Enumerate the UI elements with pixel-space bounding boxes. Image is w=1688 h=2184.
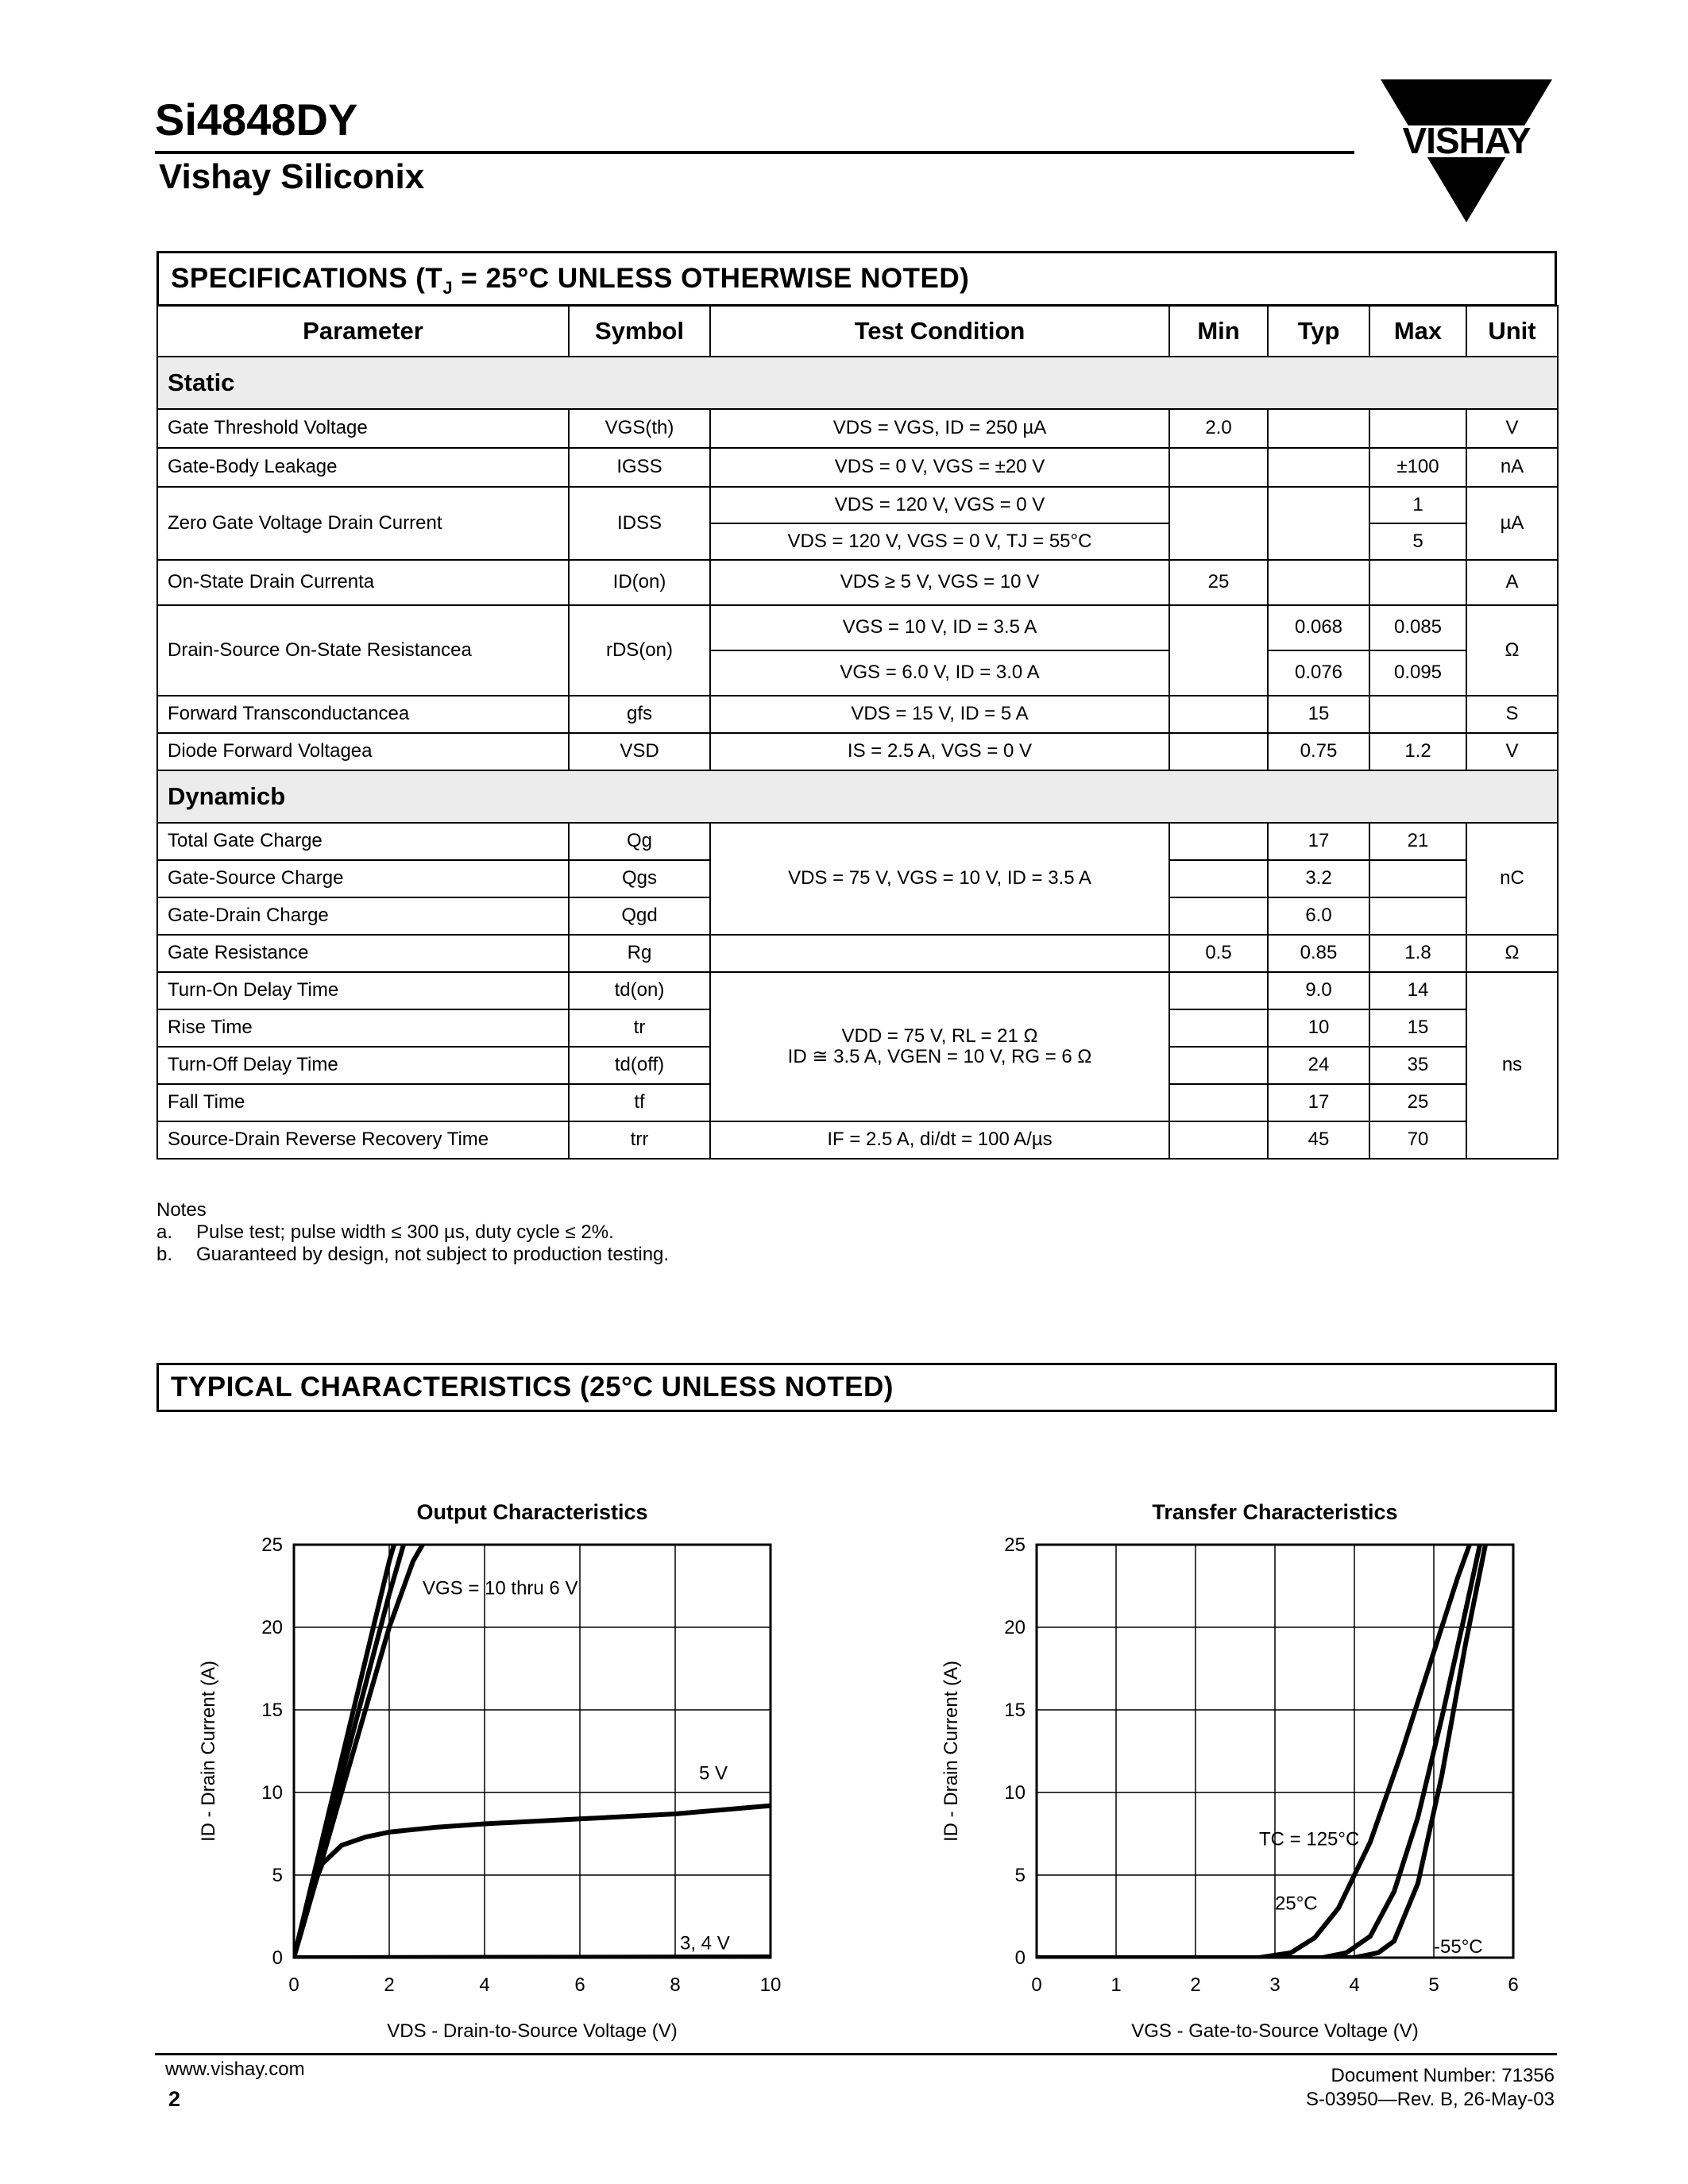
x-tick-label: 1 — [1111, 1974, 1122, 1996]
annotation-label: VGS = 10 thru 6 V — [423, 1577, 578, 1599]
table-row: Gate Resistance Rg 0.5 0.85 1.8 Ω — [157, 935, 1558, 972]
x-tick-label: 0 — [288, 1974, 299, 1996]
table-row: Turn-Off Delay Time td(off) 24 35 — [157, 1047, 1558, 1084]
series-line — [1037, 1545, 1485, 1958]
y-tick-label: 15 — [261, 1700, 283, 1721]
table-row: Rise Time tr 10 15 — [157, 1009, 1558, 1047]
col-test-condition: Test Condition — [710, 306, 1169, 357]
x-tick-label: 5 — [1428, 1974, 1439, 1996]
chart-title: Output Characteristics — [416, 1500, 648, 1524]
table-row: Gate Threshold Voltage VGS(th) VDS = VGS, ID = 250 µA 2.0 V — [157, 409, 1558, 448]
section-dynamic: Dynamicb — [157, 770, 1558, 823]
x-tick-label: 3 — [1269, 1974, 1280, 1996]
x-tick-label: 4 — [1349, 1974, 1360, 1996]
output-characteristics-chart — [175, 1473, 874, 2042]
document-number: Document Number: 71356 — [1331, 2065, 1555, 2086]
x-tick-label: 10 — [759, 1974, 782, 1996]
y-tick-label: 5 — [1014, 1865, 1026, 1886]
y-tick-label: 0 — [1014, 1947, 1026, 1969]
table-row: Diode Forward Voltagea VSD IS = 2.5 A, VGS = 0 V 0.75 1.2 V — [157, 733, 1558, 770]
table-row: Drain-Source On-State Resistancea rDS(on) VGS = 10 V, ID = 3.5 A 0.068 0.085 Ω — [157, 605, 1558, 650]
table-row: Source-Drain Reverse Recovery Time trr IF = 2.5 A, di/dt = 100 A/µs 45 70 — [157, 1121, 1558, 1159]
y-tick-label: 0 — [272, 1947, 283, 1969]
y-tick-label: 5 — [272, 1865, 283, 1886]
table-row: Gate-Source Charge Qgs 3.2 — [157, 860, 1558, 897]
y-axis-label: ID - Drain Current (A) — [198, 1660, 219, 1843]
col-min: Min — [1169, 306, 1268, 357]
typical-characteristics-heading: TYPICAL CHARACTERISTICS (25°C UNLESS NOTED) — [156, 1363, 1557, 1412]
table-row: Total Gate Charge Qg VDS = 75 V, VGS = 10 V, ID = 3.5 A 17 21 nC — [157, 823, 1558, 860]
table-row: VDS = 120 V, VGS = 0 V, TJ = 55°C 5 — [157, 523, 1558, 560]
x-tick-label: 2 — [1190, 1974, 1201, 1996]
revision: S-03950—Rev. B, 26-May-03 — [1305, 2089, 1555, 2110]
chart-title: Transfer Characteristics — [1152, 1500, 1398, 1524]
annotation-label: 3, 4 V — [680, 1932, 730, 1954]
annotation-label: 5 V — [698, 1762, 728, 1785]
y-tick-label: 20 — [1004, 1617, 1026, 1638]
x-tick-label: 0 — [1031, 1974, 1042, 1996]
vishay-logo — [1381, 79, 1552, 222]
y-tick-label: 25 — [1004, 1534, 1026, 1556]
note-b: b. Guaranteed by design, not subject to production testing. — [156, 1244, 670, 1265]
plot-frame — [294, 1545, 771, 1958]
logo-text: VISHAY — [1402, 120, 1531, 161]
specifications-heading: SPECIFICATIONS ($T_J = 25^\circ C$ UNLESS OTHERWISE NOTED) — [156, 251, 1557, 307]
footer-rule — [155, 2053, 1557, 2055]
notes-title: Notes — [156, 1199, 207, 1221]
y-tick-label: 20 — [261, 1617, 283, 1638]
table-row: On-State Drain Currenta ID(on) VDS ≥ 5 V, VGS = 10 V 25 A — [157, 560, 1558, 605]
y-tick-label: 10 — [1004, 1782, 1026, 1804]
section-static: Static — [157, 357, 1558, 409]
table-header-row — [157, 306, 1558, 357]
table-row: Forward Transconductancea gfs VDS = 15 V, ID = 5 A 15 S — [157, 696, 1558, 733]
y-tick-label: 15 — [1004, 1700, 1026, 1721]
series-line — [294, 1957, 771, 1958]
series-line — [294, 1545, 423, 1958]
x-tick-label: 6 — [1508, 1974, 1519, 1996]
note-a: a. Pulse test; pulse width ≤ 300 µs, duty cycle ≤ 2%. — [156, 1221, 614, 1243]
table-row: Zero Gate Voltage Drain Current IDSS VDS = 120 V, VGS = 0 V 1 µA — [157, 487, 1558, 523]
x-tick-label: 4 — [479, 1974, 490, 1996]
col-typ: Typ — [1268, 306, 1369, 357]
y-axis-label: ID - Drain Current (A) — [941, 1660, 962, 1843]
table-row: VGS = 6.0 V, ID = 3.0 A 0.076 0.095 — [157, 650, 1558, 696]
annotation-label: TC = 125°C — [1259, 1828, 1360, 1850]
document-title: Si4848DY — [155, 95, 358, 145]
col-parameter: Parameter — [157, 306, 569, 357]
annotation-label: -55°C — [1434, 1935, 1483, 1958]
page-number: 2 — [168, 2087, 181, 2111]
notes — [156, 1199, 669, 1266]
x-tick-label: 8 — [670, 1974, 681, 1996]
table-row: Gate-Body Leakage IGSS VDS = 0 V, VGS = ±20 V ±100 nA — [157, 448, 1558, 487]
series-line — [1037, 1545, 1470, 1958]
footer-url[interactable]: www.vishay.com — [165, 2059, 305, 2080]
x-axis-label: VGS - Gate-to-Source Voltage (V) — [1131, 2020, 1419, 2042]
table-row: Fall Time tf 17 25 — [157, 1084, 1558, 1121]
specifications-table — [156, 305, 1559, 1160]
y-tick-label: 25 — [261, 1534, 283, 1556]
col-symbol: Symbol — [569, 306, 710, 357]
x-tick-label: 2 — [384, 1974, 395, 1996]
header-rule — [155, 151, 1354, 154]
switching-condition: VDD = 75 V, RL = 21 Ω ID ≅ 3.5 A, VGEN = 10 V, RG = 6 Ω — [710, 972, 1169, 1121]
col-max: Max — [1369, 306, 1466, 357]
document-subtitle: Vishay Siliconix — [159, 157, 425, 196]
col-unit: Unit — [1466, 306, 1558, 357]
x-tick-label: 6 — [574, 1974, 585, 1996]
x-axis-label: VDS - Drain-to-Source Voltage (V) — [387, 2020, 678, 2042]
table-row: Turn-On Delay Time td(on) VDD = 75 V, RL = 21 Ω ID ≅ 3.5 A, VGEN = 10 V, RG = 6 Ω 9.0 14 ns — [157, 972, 1558, 1009]
table-row: Gate-Drain Charge Qgd 6.0 — [157, 897, 1558, 935]
y-tick-label: 10 — [261, 1782, 283, 1804]
annotation-label: 25°C — [1275, 1893, 1318, 1915]
transfer-characteristics-chart — [917, 1473, 1617, 2042]
